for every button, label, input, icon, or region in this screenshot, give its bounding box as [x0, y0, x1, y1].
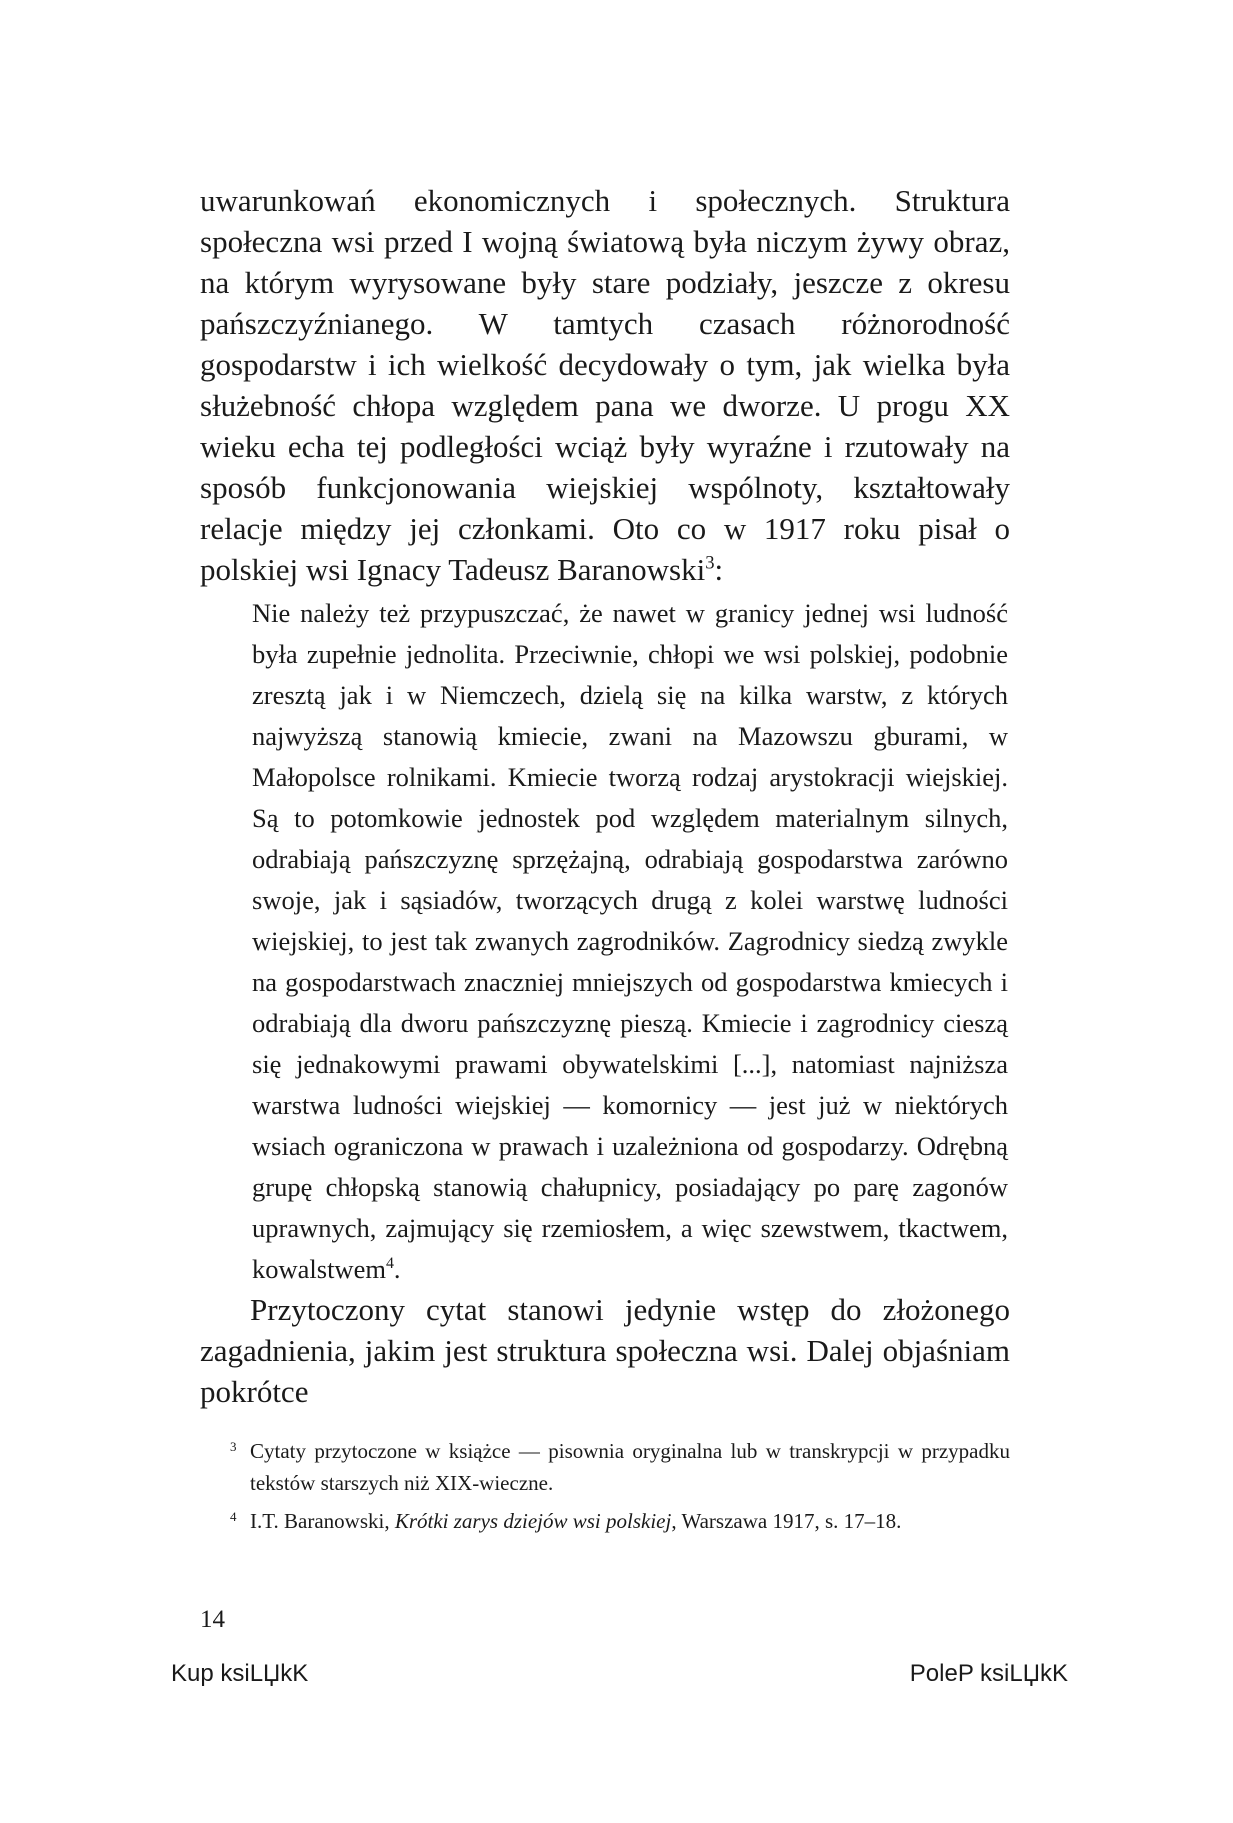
footnote-3 — [200, 1435, 1010, 1499]
footnote-ref-4: 4 — [385, 1255, 394, 1273]
footnote-4-text-after: , Warszawa 1917, s. 17–18. — [671, 1509, 902, 1533]
footnote-ref-3: 3 — [705, 552, 715, 574]
block-quote — [252, 593, 1008, 1290]
paragraph-1 — [200, 180, 1010, 590]
paragraph-1-end: : — [714, 552, 724, 587]
quote-text: Nie należy też przypuszczać, że nawet w granicy jednej wsi ludność była zupełnie jednolita. Przeciwnie, chłopi we wsi polskiej, podobnie zresztą jak i w Niemczech, dzielą się na kilka warstw, z których najwyższą stanowią kmiecie, zwani na Mazowszu gburami, w Małopolsce rolnikami. Kmiecie tworzą rodzaj arystokracji wiejskiej. Są to potomkowie jednostek pod względem materialnym silnych, odrabiają pańszczyznę sprzężajną, odrabiają gospodarstwa zarówno swoje, jak i sąsiadów, tworzących drugą z kolei warstwę ludności wiejskiej, to jest tak zwanych zagrodników. Zagrodnicy siedzą zwykle na gospodarstwach znaczniej mniejszych od gospodarstwa kmiecych i odrabiają dla dworu pańszczyznę pieszą. Kmiecie i zagrodnicy cieszą się jednakowymi prawami obywatelskimi [...], natomiast najniższa warstwa ludności wiejskiej — komornicy — jest już w niektórych wsiach ograniczona w prawach i uzależniona od gospodarzy. Odrębną grupę chłopską stanowią chałupnicy, posiadający po parę zagonów uprawnych, zajmujący się rzemiosłem, a więc szewstwem, tkactwem, kowalstwem — [252, 598, 1008, 1284]
footnote-4 — [200, 1505, 1010, 1537]
buy-book-link[interactable]: Kup ksiLЏkK — [171, 1660, 309, 1687]
paragraph-1-text: uwarunkowań ekonomicznych i społecznych. Struktura społeczna wsi przed I wojną światową była niczym żywy obraz, na którym wyrysowane były stare podziały, jeszcze z okresu pańszczyźnianego. W tamtych czasach różnorodność gospodarstw i ich wielkość decydowały o tym, jak wielka była służebność chłopa względem pana we dworze. U progu XX wieku echa tej podległości wciąż były wyraźne i rzutowały na sposób funkcjonowania wiejskiej wspólnoty, kształtowały relacje między jej członkami. Oto co w 1917 roku pisał o polskiej wsi Ignacy Tadeusz Baranowski — [200, 183, 1010, 587]
footnote-4-text-before: I.T. Baranowski, — [250, 1509, 395, 1533]
paragraph-2: Przytoczony cytat stanowi jedynie wstęp do złożonego zagadnienia, jakim jest struktura społeczna wsi. Dalej objaśniam pokrótce — [200, 1292, 1010, 1409]
continuation-paragraph — [200, 1289, 1010, 1412]
footnote-4-title: Krótki zarys dziejów wsi polskiej — [394, 1509, 672, 1533]
footnote-3-mark: 3 — [230, 1439, 237, 1454]
recommend-book-link[interactable]: PoleP ksiLЏkK — [909, 1660, 1068, 1687]
footnote-4-mark: 4 — [230, 1509, 237, 1524]
quote-paragraph — [252, 593, 1008, 1290]
footnotes — [200, 1435, 1010, 1537]
page-number: 14 — [200, 1606, 225, 1633]
footnote-3-text: Cytaty przytoczone w książce — pisownia oryginalna lub w transkrypcji w przypadku tekstów starszych niż XIX-wieczne. — [250, 1439, 1010, 1495]
body-paragraph — [200, 180, 1010, 590]
quote-end: . — [393, 1254, 401, 1284]
